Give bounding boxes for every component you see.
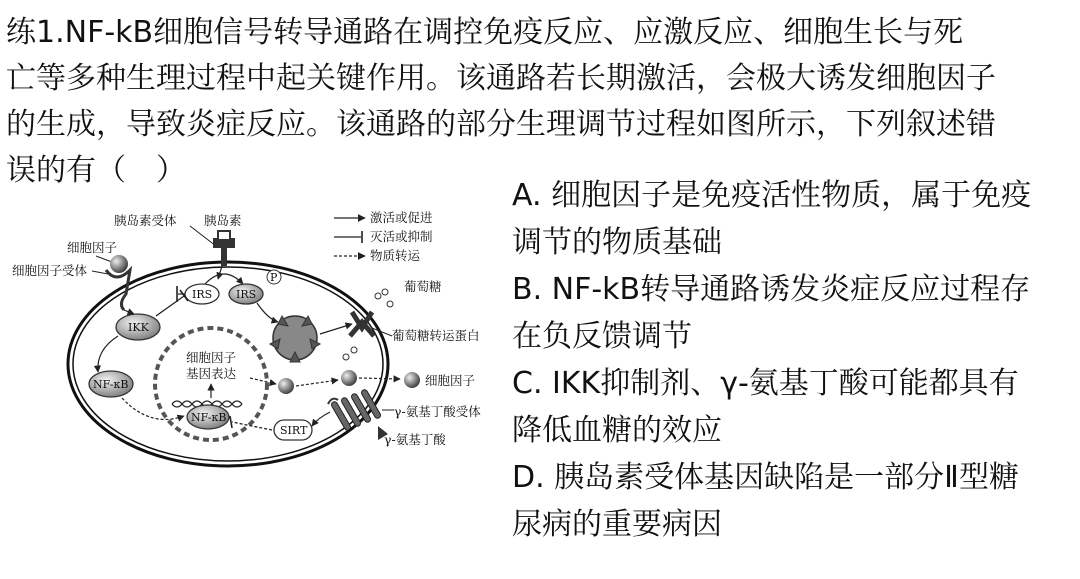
sirt-label: SIRT	[280, 424, 308, 437]
option-a[interactable]	[512, 172, 1072, 266]
irs-label-2: IRS	[236, 288, 257, 301]
nfkb-dna-label: NF-κB	[191, 411, 227, 424]
option-d-line: D. 胰岛素受体基因缺陷是一部分Ⅱ型糖	[512, 460, 1019, 495]
option-d[interactable]	[512, 454, 1072, 548]
cytokine-out-label: 细胞因子	[425, 373, 476, 388]
option-c-line: C. IKK抑制剂、γ-氨基丁酸可能都具有	[512, 366, 1019, 401]
option-b-line: B. NF-kB转导通路诱发炎症反应过程存	[512, 272, 1031, 307]
option-b[interactable]	[512, 266, 1072, 360]
gaba-receptor	[330, 389, 381, 432]
option-a-line: 调节的物质基础	[512, 225, 722, 260]
gaba-receptor-label: γ-氨基丁酸受体	[394, 404, 481, 419]
glucose-label: 葡萄糖	[404, 279, 442, 294]
phosphate-label: P	[270, 271, 278, 284]
gene-expr-label-2: 基因表达	[186, 366, 237, 381]
stem-line: 练1.NF-kB细胞信号转导通路在调控免疫反应、应激反应、细胞生长与死	[6, 15, 964, 50]
option-c-line: 降低血糖的效应	[512, 413, 722, 448]
answer-options	[512, 172, 1072, 548]
option-d-line: 尿病的重要病因	[512, 507, 722, 542]
option-b-line: 在负反馈调节	[512, 319, 692, 354]
nfkb-label: NF-κB	[93, 378, 129, 391]
glucose-transporter-label: 葡萄糖转运蛋白	[392, 328, 480, 343]
ikk-label: IKK	[128, 321, 149, 334]
legend-transport: 物质转运	[370, 248, 421, 263]
cytokine-label: 细胞因子	[67, 240, 118, 255]
question-stem	[6, 10, 1074, 194]
legend	[334, 210, 433, 263]
stem-line: 的生成，导致炎症反应。该通路的部分生理调节过程如图所示，下列叙述错	[6, 107, 996, 142]
stem-line: 误的有（ ）	[6, 153, 186, 188]
gene-expr-label-1: 细胞因子	[186, 350, 237, 365]
stem-line: 亡等多种生理过程中起关键作用。该通路若长期激活，会极大诱发细胞因子	[6, 61, 996, 96]
insulin-receptor-label: 胰岛素受体	[114, 213, 177, 228]
legend-activate: 激活或促进	[370, 210, 433, 225]
legend-inhibit: 灭活或抑制	[370, 229, 433, 244]
glucose-vesicle	[270, 316, 320, 362]
irs-label-1: IRS	[192, 288, 213, 301]
pathway-diagram	[0, 204, 510, 476]
insulin-label: 胰岛素	[204, 213, 242, 228]
option-a-line: A. 细胞因子是免疫活性物质，属于免疫	[512, 178, 1032, 213]
cytokine-out-ball	[404, 372, 420, 388]
cytokine-ball	[110, 255, 128, 273]
cytokine-receptor-label: 细胞因子受体	[12, 263, 88, 278]
option-c[interactable]	[512, 360, 1072, 454]
gaba-label: γ-氨基丁酸	[384, 432, 446, 447]
